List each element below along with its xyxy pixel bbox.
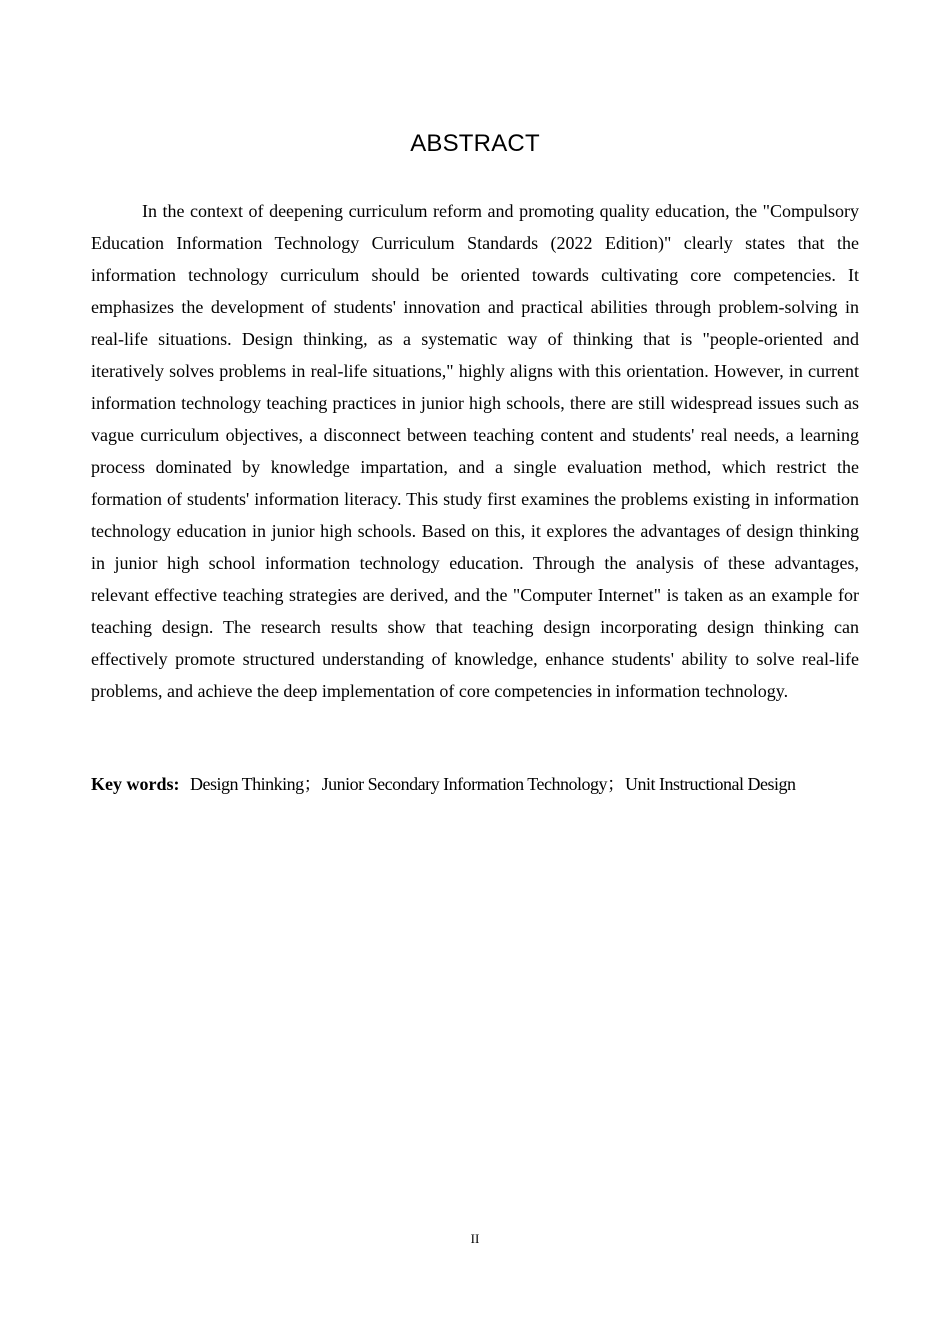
keyword-separator: ； [607,774,626,794]
page-number: II [470,1231,480,1246]
abstract-body: In the context of deepening curriculum reform and promoting quality education, the "Compulsory Education Information Technology Curriculum Standards (2022 Edition)" clearly states that the information technology curriculum should be oriented towards cultivating core competencies. It emphasizes the development of students' innovation and practical abilities through problem-solving in real-life situations. Design thinking, as a systematic way of thinking that is "people-oriented and iteratively solves problems in real-life situations," highly aligns with this orientation. However, in current information technology teaching practices in junior high schools, there are still widespread issues such as vague curriculum objectives, a disconnect between teaching content and students' real needs, a learning process dominated by knowledge impartation, and a single evaluation method, which restrict the formation of students' information literacy. This study first examines the problems existing in information technology education in junior high schools. Based on this, it explores the advantages of design thinking in junior high school information technology education. Through the analysis of these advantages, relevant effective teaching strategies are derived, and the "Computer Internet" is taken as an example for teaching design. The research results show that teaching design incorporating design thinking can effectively promote structured understanding of knowledge, enhance students' ability to solve real-life problems, and achieve the deep implementation of core competencies in information technology. [91,201,859,701]
keywords-label: Key words: [91,774,180,794]
keywords-line [91,770,871,798]
keyword-item: Design Thinking [190,774,304,794]
keyword-separator: ； [303,774,322,794]
abstract-title: ABSTRACT [410,130,540,157]
keyword-item: Unit Instructional Design [625,774,796,794]
keyword-item: Junior Secondary Information Technology [321,774,608,794]
